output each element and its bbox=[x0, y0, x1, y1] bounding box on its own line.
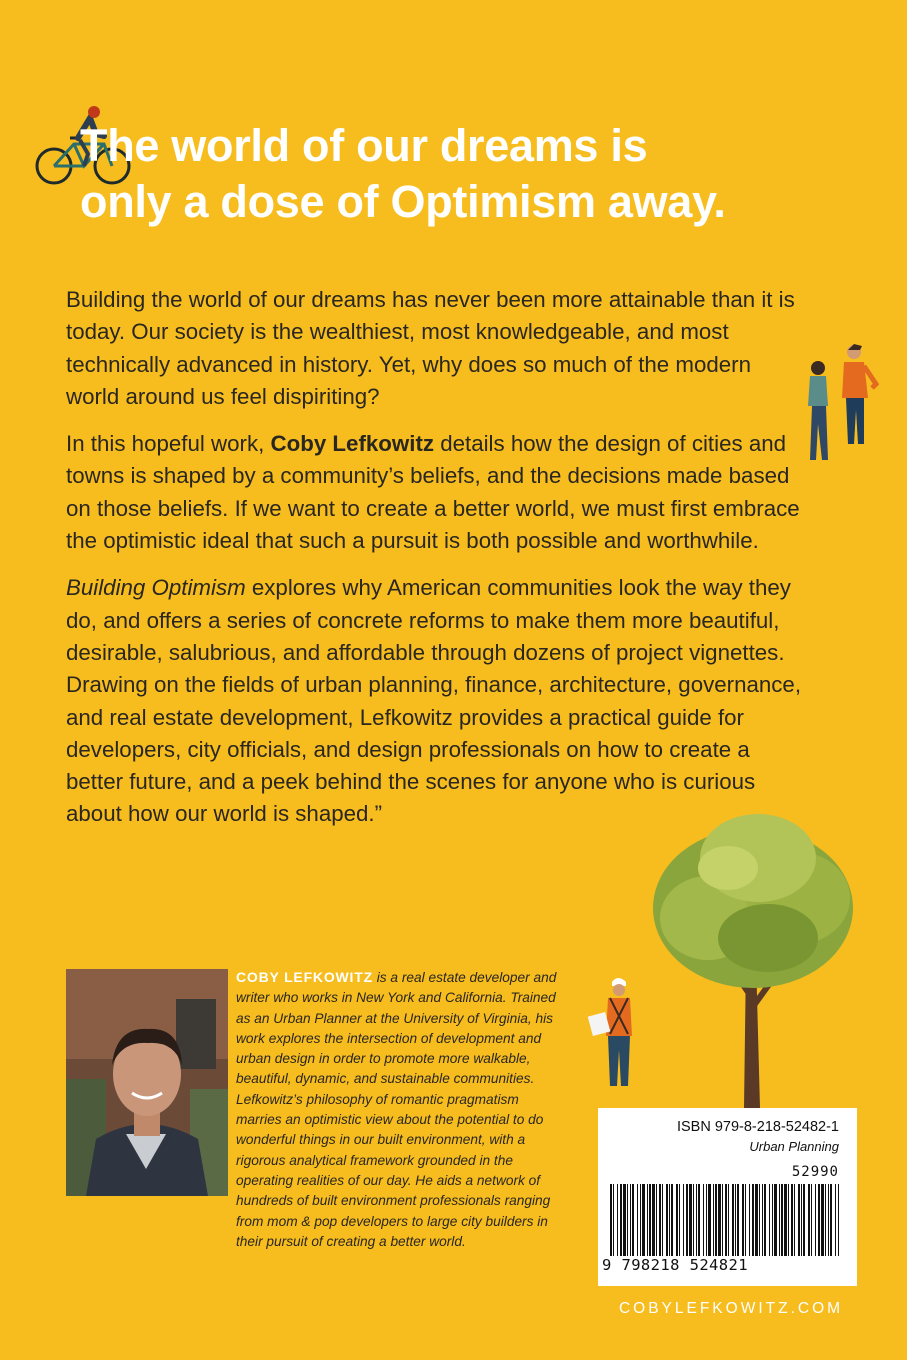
headline-line-2: only a dose of Optimism away. bbox=[80, 176, 726, 227]
barcode-bar bbox=[693, 1184, 694, 1256]
barcode-bar bbox=[828, 1184, 829, 1256]
barcode-bar bbox=[811, 1184, 812, 1256]
book-title-inline: Building Optimism bbox=[66, 575, 246, 601]
barcode-bar bbox=[803, 1184, 805, 1256]
barcode-bar bbox=[781, 1184, 783, 1256]
barcode-bar bbox=[737, 1184, 739, 1256]
barcode-bar bbox=[788, 1184, 789, 1256]
barcode-bar bbox=[676, 1184, 678, 1256]
barcode-bar bbox=[708, 1184, 711, 1256]
barcode-icon bbox=[610, 1184, 845, 1256]
barcode-bar bbox=[818, 1184, 820, 1256]
isbn-number: ISBN 979-8-218-52482-1 bbox=[676, 1119, 839, 1135]
barcode-bar bbox=[706, 1184, 707, 1256]
barcode-bar bbox=[640, 1184, 641, 1256]
barcode-bar bbox=[610, 1184, 612, 1256]
barcode-bar bbox=[613, 1184, 614, 1256]
barcode-bar bbox=[683, 1184, 684, 1256]
barcode-bar bbox=[835, 1184, 836, 1256]
subject-category: Urban Planning bbox=[749, 1139, 839, 1154]
barcode-bar bbox=[703, 1184, 704, 1256]
barcode-bar bbox=[686, 1184, 688, 1256]
barcode-bar bbox=[696, 1184, 697, 1256]
construction-worker-icon bbox=[588, 974, 650, 1090]
description-paragraph-1: Building the world of our dreams has never been more attainable than it is today. Our society is the wealthiest, most knowledgeable, and most technically advanced in history. Yet, why does so much of the modern world around us feel dispiriting? bbox=[66, 287, 795, 409]
author-website: COBYLEFKOWITZ.COM bbox=[618, 1300, 844, 1317]
barcode-block bbox=[598, 1108, 857, 1286]
barcode-bar bbox=[649, 1184, 651, 1256]
barcode-bar bbox=[627, 1184, 628, 1256]
barcode-bar bbox=[671, 1184, 673, 1256]
barcode-bar bbox=[759, 1184, 760, 1256]
barcode-bar bbox=[791, 1184, 793, 1256]
barcode-bar bbox=[774, 1184, 777, 1256]
barcode-bar bbox=[642, 1184, 645, 1256]
barcode-bar bbox=[838, 1184, 839, 1256]
p2-rest: details how the design of cities and towns is shaped by a community’s beliefs, and the decisions made based on those beliefs. If we want to create a better world, we must first embrace the optimistic ideal that such a pursuit is both possible and worthwhile. bbox=[66, 431, 800, 554]
barcode-bar bbox=[798, 1184, 800, 1256]
barcode-bar bbox=[764, 1184, 766, 1256]
barcode-bar bbox=[762, 1184, 763, 1256]
barcode-bar bbox=[808, 1184, 810, 1256]
barcode-bar bbox=[715, 1184, 717, 1256]
barcode-bar bbox=[825, 1184, 826, 1256]
barcode-bar bbox=[637, 1184, 638, 1256]
barcode-bar bbox=[755, 1184, 758, 1256]
p3-rest: explores why American communities look the way they do, and offers a series of concrete reforms to make them more beautiful, desirable, salubrious, and affordable through dozens of project vignettes. Drawing on the fields of urban planning, finance, architecture, governance, and real estate development, Lefkowitz provides a practical guide for developers, city officials, and design professionals on how to create a better future, and a peek behind the scenes for anyone who is curious about how our world is shaped.” bbox=[66, 575, 802, 827]
bio-text: is a real estate developer and writer who works in New York and California. Trained as an Urban Planner at the University of Virginia, his work explores the intersection of development and urban design in order to promote more walkable, beautiful, dynamic, and sustainable communities. Lefkowitz’s philosophy of romantic pragmatism marries an optimistic view about the potential to do wonderful things in our built environment, with a rigorous analytical framework grounded in the operating realities of our day. He aids a network of hundreds of built environment professionals ranging from mom & pop developers to large city builders in their pursuit of creating a better world. bbox=[236, 970, 557, 1249]
headline-line-1: The world of our dreams is bbox=[80, 120, 648, 171]
barcode-bar bbox=[623, 1184, 626, 1256]
barcode-bar bbox=[735, 1184, 736, 1256]
barcode-bar bbox=[725, 1184, 727, 1256]
barcode-bar bbox=[752, 1184, 754, 1256]
barcode-bar bbox=[745, 1184, 746, 1256]
barcode-bar bbox=[662, 1184, 663, 1256]
book-description bbox=[66, 284, 806, 846]
barcode-bar bbox=[794, 1184, 795, 1256]
barcode-bar bbox=[652, 1184, 655, 1256]
barcode-bar bbox=[784, 1184, 787, 1256]
barcode-bar bbox=[679, 1184, 680, 1256]
barcode-bar bbox=[632, 1184, 634, 1256]
barcode-bar bbox=[666, 1184, 668, 1256]
barcode-bar bbox=[749, 1184, 750, 1256]
barcode-bar bbox=[732, 1184, 734, 1256]
barcode-bar bbox=[779, 1184, 780, 1256]
barcode-bar bbox=[617, 1184, 618, 1256]
barcode-bar bbox=[718, 1184, 721, 1256]
barcode-bar bbox=[656, 1184, 657, 1256]
barcode-bar bbox=[722, 1184, 723, 1256]
photo-icon bbox=[66, 969, 228, 1196]
barcode-bar bbox=[630, 1184, 631, 1256]
barcode-bar bbox=[698, 1184, 700, 1256]
headline bbox=[80, 118, 870, 230]
barcode-bar bbox=[728, 1184, 729, 1256]
price-code: 52990 bbox=[791, 1164, 839, 1180]
barcode-bar bbox=[647, 1184, 648, 1256]
barcode-bar bbox=[801, 1184, 802, 1256]
couple-icon bbox=[802, 340, 888, 472]
barcode-bar bbox=[769, 1184, 770, 1256]
bio-author-name: COBY LEFKOWITZ bbox=[236, 969, 373, 985]
barcode-bar bbox=[713, 1184, 714, 1256]
barcode-bar bbox=[742, 1184, 744, 1256]
barcode-bar bbox=[669, 1184, 670, 1256]
p2-lead: In this hopeful work, bbox=[66, 431, 271, 457]
barcode-bar bbox=[821, 1184, 824, 1256]
description-paragraph-3 bbox=[66, 572, 806, 830]
barcode-bar bbox=[689, 1184, 692, 1256]
barcode-bar bbox=[830, 1184, 832, 1256]
barcode-bar bbox=[815, 1184, 816, 1256]
description-paragraph-2 bbox=[66, 428, 806, 557]
barcode-bar bbox=[772, 1184, 773, 1256]
author-bio bbox=[236, 967, 568, 1252]
author-photo bbox=[66, 969, 228, 1196]
barcode-bar bbox=[659, 1184, 661, 1256]
tree-icon bbox=[648, 808, 858, 1108]
barcode-bar bbox=[620, 1184, 622, 1256]
barcode-digits: 9 798218 524821 bbox=[602, 1256, 748, 1274]
author-name-inline: Coby Lefkowitz bbox=[270, 431, 435, 457]
